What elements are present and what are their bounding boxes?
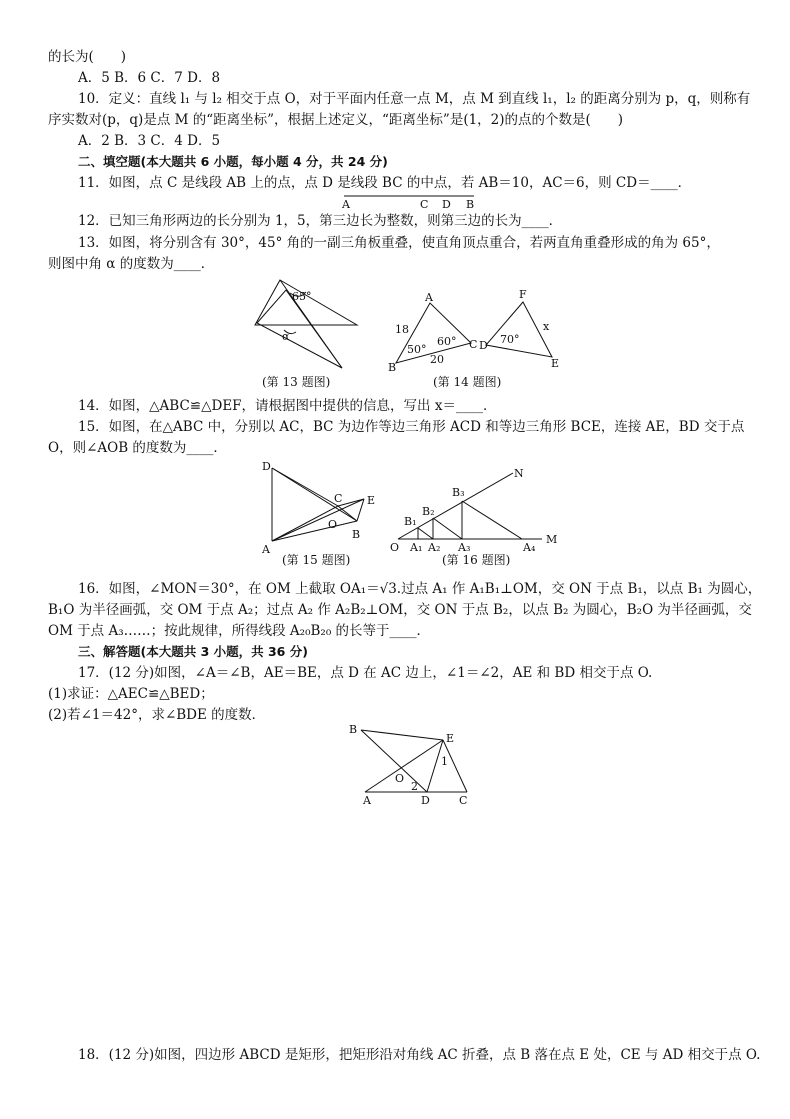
question-15: 15．如图，在△ABC 中，分别以 AC，BC 为边作等边三角形 ACD 和等边三角形 BCE，连接 AE，BD 交于点 [78, 419, 745, 435]
label-1: 1 [441, 755, 448, 768]
label-a1: A₁ [410, 541, 423, 554]
caption-14: (第 14 题图) [433, 375, 502, 389]
label-18: 18 [395, 323, 409, 336]
label-b: B [466, 198, 475, 211]
label-c: C [334, 492, 343, 505]
label-d: D [442, 198, 451, 211]
question-12: 12．已知三角形两边的长分别为 1，5，第三边长为整数，则第三边的长为____． [78, 213, 563, 229]
label-d: D [262, 460, 271, 473]
section-heading-solve: 三、解答题(本大题共 3 小题，共 36 分) [78, 644, 308, 659]
label-a4: A₄ [523, 541, 536, 554]
label-20: 20 [430, 353, 444, 366]
label-b: B [349, 723, 358, 736]
text-line: O，则∠AOB 的度数为____． [48, 440, 227, 456]
question-10: 10．定义：直线 l₁ 与 l₂ 相交于点 O，对于平面内任意一点 M，点 M 到直线 l₁，l₂ 的距离分别为 p，q，则称有 [78, 91, 751, 107]
text-line: OM 于点 A₃……；按此规律，所得线段 A₂₀B₂₀ 的长等于____． [48, 623, 431, 639]
text-line: 则图中角 α 的度数为____． [48, 256, 215, 272]
text-line: 的长为( ) [48, 49, 127, 65]
label-b: B [388, 361, 397, 374]
label-a: A [262, 543, 270, 556]
caption-13: (第 13 题图) [262, 375, 331, 389]
text-line: 序实数对(p，q)是点 M 的“距离坐标”，根据上述定义，“距离坐标”是(1，2)的点的个数是( ) [48, 112, 624, 128]
label-o: O [390, 541, 400, 554]
section-heading-fill: 二、填空题(本大题共 6 小题，每小题 4 分，共 24 分) [78, 154, 388, 169]
label-70: 70° [500, 333, 520, 346]
label-a2: A₂ [428, 541, 441, 554]
figure-14 [385, 285, 575, 390]
label-e: E [367, 494, 376, 507]
question-11: 11．如图，点 C 是线段 AB 上的点，点 D 是线段 BC 的中点，若 AB＝10，AC＝6，则 CD＝____． [78, 175, 692, 191]
label-x: x [543, 320, 550, 333]
figure-13 [250, 278, 370, 390]
label-b3: B₃ [452, 486, 465, 499]
caption-16: (第 16 题图) [442, 553, 511, 567]
label-b1: B₁ [404, 515, 417, 528]
text-line: B₁O 为半径画弧，交 OM 于点 A₂；过点 A₂ 作 A₂B₂⊥OM，交 ON 于点 B₂，以点 B₂ 为圆心，B₂O 为半径画弧，交 [48, 602, 752, 618]
label-a: A [342, 198, 350, 211]
label-c: C [420, 198, 429, 211]
question-14: 14．如图，△ABC≌△DEF，请根据图中提供的信息，写出 x＝____． [78, 398, 497, 414]
label-alpha: α [282, 330, 290, 343]
label-2: 2 [411, 780, 418, 793]
label-c: C [469, 338, 478, 351]
question-18: 18．(12 分)如图，四边形 ABCD 是矩形，把矩形沿对角线 AC 折叠，点 B 落在点 E 处，CE 与 AD 相交于点 O. [78, 1047, 761, 1063]
options-q9: A．5 B．6 C．7 D．8 [78, 70, 221, 86]
label-e: E [446, 732, 455, 745]
label-e: E [551, 357, 560, 370]
segment-figure [340, 190, 480, 212]
question-16: 16．如图，∠MON＝30°，在 OM 上截取 OA₁＝√3.过点 A₁ 作 A₁B₁⊥OM，交 ON 于点 B₁，以点 B₁ 为圆心， [78, 581, 762, 597]
label-o: O [328, 518, 338, 531]
caption-15: (第 15 题图) [282, 553, 351, 567]
label-d: D [421, 794, 430, 807]
label-60: 60° [437, 335, 457, 348]
question-17: 17．(12 分)如图，∠A＝∠B，AE＝BE，点 D 在 AC 边上，∠1＝∠2，AE 和 BD 相交于点 O. [78, 665, 653, 681]
label-a3: A₃ [458, 541, 471, 554]
label-65: 65° [292, 290, 312, 303]
figure-15 [260, 458, 390, 568]
label-m: M [546, 533, 558, 546]
label-o: O [395, 772, 405, 785]
label-n: N [514, 467, 524, 480]
label-a: A [425, 291, 433, 304]
q17-part-1: (1)求证：△AEC≌△BED； [48, 686, 214, 702]
figure-17 [345, 720, 485, 810]
question-13: 13．如图，将分别含有 30°，45° 角的一副三角板重叠，使直角顶点重合，若两直角重叠形成的角为 65°， [78, 235, 720, 251]
label-50: 50° [407, 343, 427, 356]
q17-part-2: (2)若∠1＝42°，求∠BDE 的度数． [48, 707, 266, 723]
figure-16 [388, 463, 568, 568]
label-f: F [519, 288, 527, 301]
label-d: D [479, 339, 488, 352]
label-b2: B₂ [422, 505, 435, 518]
label-c: C [459, 794, 468, 807]
label-b: B [352, 528, 361, 541]
options-q10: A．2 B．3 C．4 D．5 [78, 133, 221, 149]
label-a: A [363, 794, 371, 807]
